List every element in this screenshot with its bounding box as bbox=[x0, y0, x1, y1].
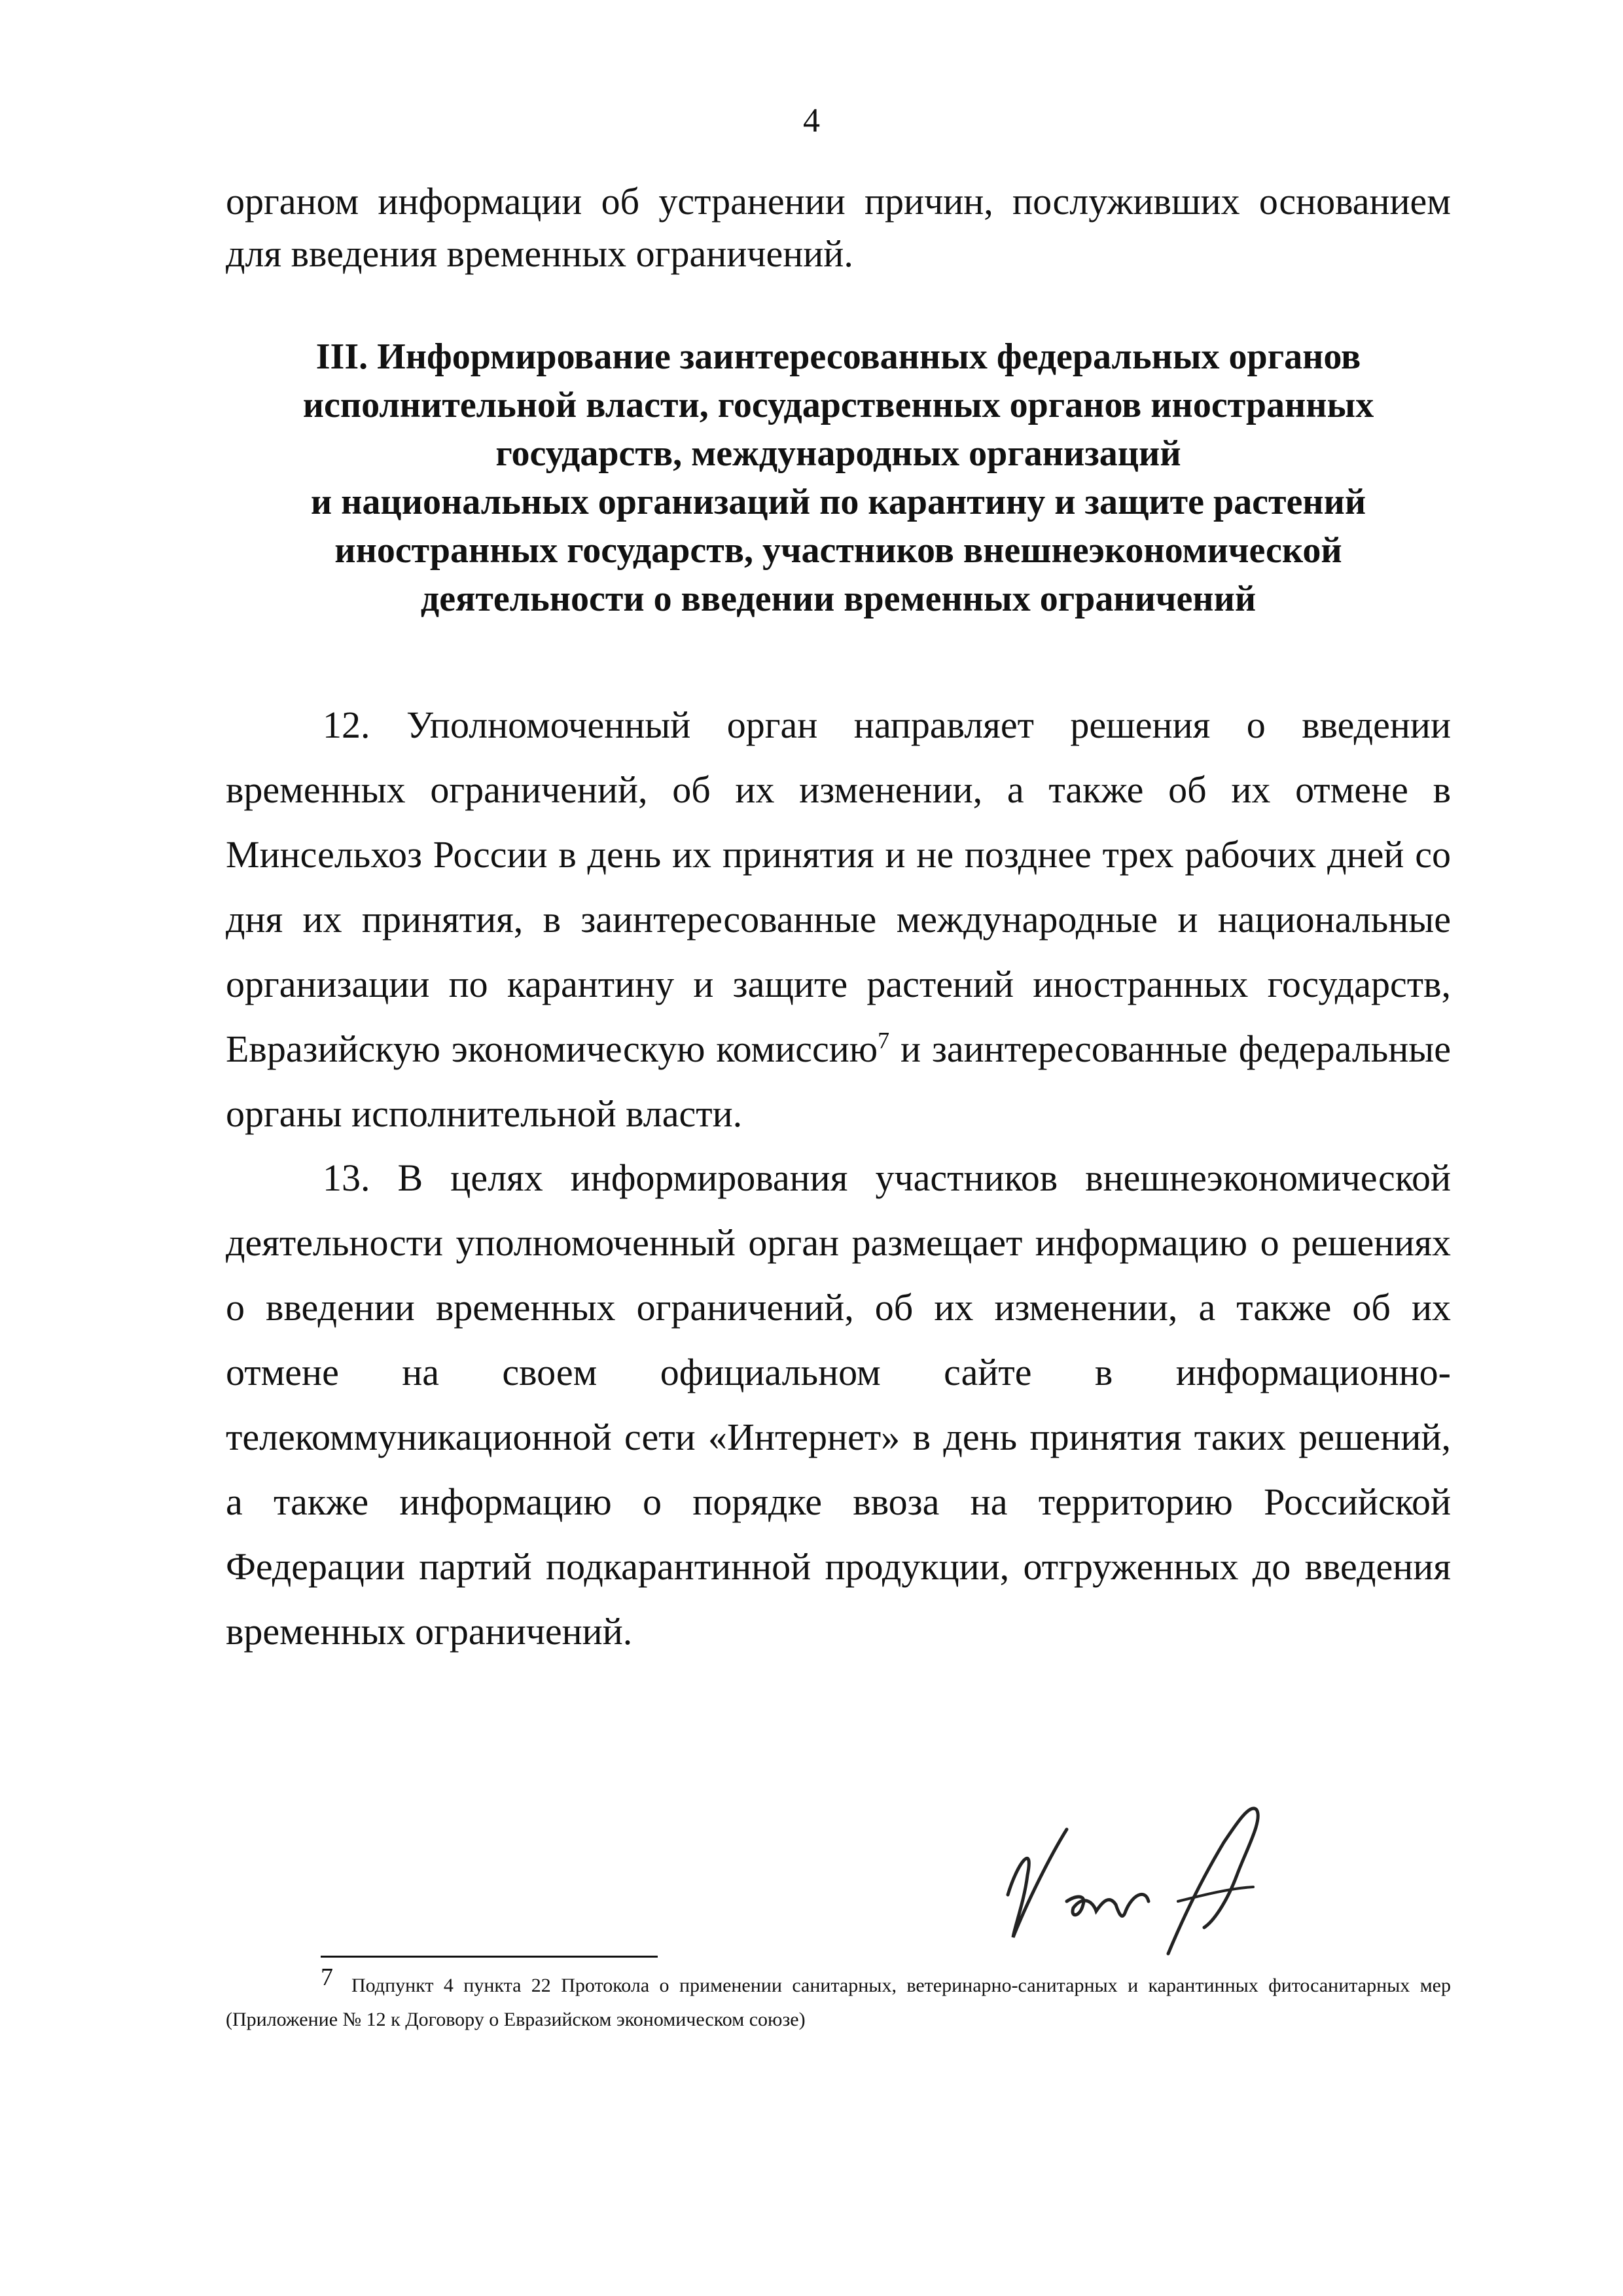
heading-line: деятельности о введении временных ограничений bbox=[420, 579, 1257, 619]
footnote-mark: 7 bbox=[321, 1964, 333, 1991]
heading-line: III. Информирование заинтересованных федеральных органов bbox=[315, 336, 1361, 377]
footnote bbox=[226, 1960, 1451, 2037]
signature bbox=[988, 1797, 1296, 1960]
page-number: 4 bbox=[803, 102, 820, 139]
continuation-paragraph: органом информации об устранении причин, послуживших основанием для введения временных ограничений. bbox=[226, 180, 1451, 275]
footnote-divider bbox=[321, 1956, 658, 1958]
paragraph-12-text: 12. Уполномоченный орган направляет решения о введении временных ограничений, об их изменении, а также об их отмене в Минсельхоз России в день их принятия и не позднее трех рабочих дней со дня их принятия, в заинтересованные международные и национальные организации по карантину и защите растений иностранных государств, Евразийскую экономическую комиссию bbox=[226, 704, 1451, 1070]
heading-line: и национальных организаций по карантину и защите растений bbox=[310, 482, 1366, 522]
paragraph-12 bbox=[226, 692, 1451, 1146]
paragraph-13: 13. В целях информирования участников внешнеэкономической деятельности уполномоченный орган размещает информацию о решениях о введении временных ограничений, об их изменении, а также об их отмене на своем официальном сайте в информационно-телекоммуникационной сети «Интернет» в день принятия таких решений, а также информацию о порядке ввоза на территорию Российской Федерации партий подкарантинной продукции, отгруженных до введения временных ограничений. bbox=[226, 1157, 1451, 1653]
heading-line: исполнительной власти, государственных органов иностранных bbox=[302, 385, 1374, 425]
heading-line: государств, международных организаций bbox=[495, 433, 1181, 474]
footnote-reference[interactable]: 7 bbox=[878, 1027, 890, 1054]
section-heading bbox=[226, 332, 1451, 623]
paragraph-12-text-end: и заинтересованные федеральные органы исполнительной власти. bbox=[226, 1028, 1451, 1135]
footnote-text: Подпункт 4 пункта 22 Протокола о применении санитарных, ветеринарно-санитарных и карантинных фитосанитарных мер (Приложение № 12 к Договору о Евразийском экономическом союзе) bbox=[226, 1975, 1451, 2030]
heading-line: иностранных государств, участников внешнеэкономической bbox=[334, 530, 1342, 571]
